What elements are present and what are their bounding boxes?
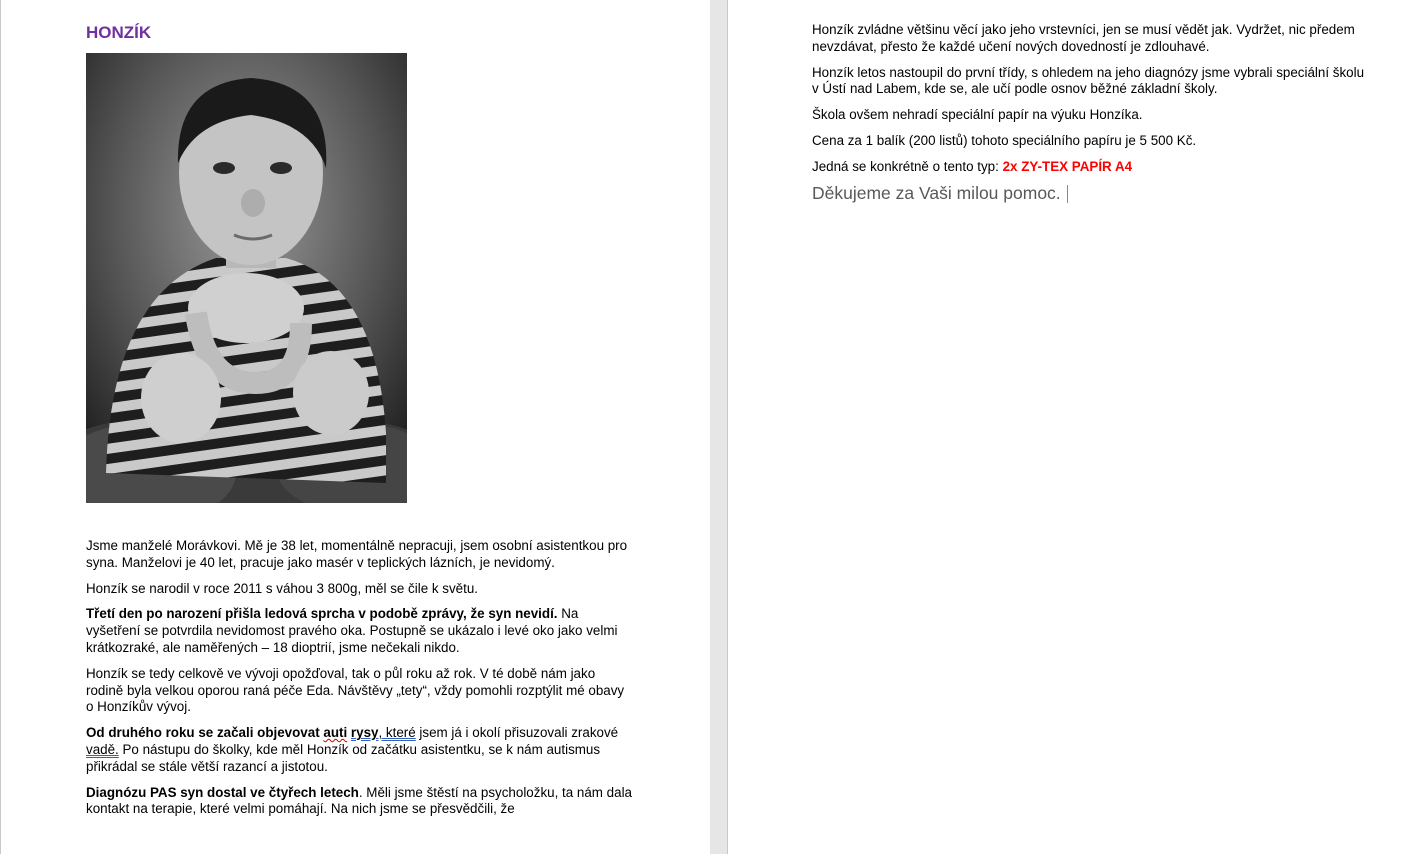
- bold-text: Od druhého roku se začali objevovat: [86, 725, 324, 741]
- paragraph-development: Honzík se tedy celkově ve vývoji opožďoval, tak o půl roku až rok. V té době nám jako rodině byla velkou oporou raná péče Eda. Návštěvy „tety“, vždy pomohli rozptýlit mé obavy o Honzíkův vývoj.: [86, 665, 625, 715]
- paragraph-birth: Honzík se narodil v roce 2011 s váhou 3 800g, měl se čile k světu.: [86, 580, 479, 596]
- paragraph-text: Na vyšetření se potvrdila nevidomost pravého oka. Postupně se ukázalo i levé oko jako velmi krátkozraké, ale naměřených – 18 dioptrií, jsme nečekali nikdo.: [86, 606, 618, 655]
- paragraph-diagnosis-blind: [86, 606, 634, 656]
- paragraph-school: Honzík letos nastoupil do první třídy, s ohledem na jeho diagnózy jsme vybrali speciální školu v Ústí nad Labem, kde se, ale učí podle osnov běžné základní školy.: [812, 64, 1365, 97]
- boy-photo: [86, 53, 407, 503]
- bold-sentence: Diagnózu PAS syn dostal ve čtyřech letech: [86, 784, 359, 800]
- paragraph-price: Cena za 1 balík (200 listů) tohoto speciálního papíru je 5 500 Kč.: [812, 132, 1197, 148]
- text-cursor: [1067, 185, 1068, 203]
- grammar-error-word[interactable]: rysy: [350, 725, 379, 741]
- thanks-text: Děkujeme za Vaši milou pomoc.: [812, 182, 1061, 203]
- photo-illustration: [86, 53, 407, 503]
- paragraph-intro: Jsme manželé Morávkovi. Mě je 38 let, momentálně nepracuji, jsem osobní asistentkou pro syna. Manželovi je 40 let, pracuje jako masér v teplických lázních, je nevidomý.: [86, 538, 628, 570]
- story-text: [86, 538, 634, 827]
- product-name: 2x ZY-TEX PAPÍR A4: [1002, 158, 1133, 174]
- thanks-line[interactable]: [812, 182, 1372, 203]
- product-prefix: Jedná se konkrétně o tento typ:: [812, 158, 1003, 174]
- paragraph-product: [812, 159, 1372, 176]
- document-page-left: [0, 0, 710, 854]
- spelling-error-word[interactable]: auti: [323, 725, 348, 741]
- document-page-right: [727, 0, 1422, 854]
- story-text-continued: [812, 22, 1372, 203]
- paragraph-text: . Měli jsme štěstí na psycholožku, ta nám dala kontakt na terapie, které velmi pomáhají. Na nich jsme se přesvědčili, že: [86, 784, 633, 817]
- grammar-error-phrase[interactable]: , které: [378, 725, 416, 741]
- grammar-error-word[interactable]: vadě.: [86, 741, 119, 757]
- paragraph-abilities: Honzík zvládne většinu věcí jako jeho vrstevníci, jen se musí vědět jak. Vydržet, nic předem nevzdávat, přesto že každé učení nových dovedností je zdlouhavé.: [812, 22, 1355, 54]
- paragraph-text: jsem já i okolí přisuzovali zrakové: [415, 725, 619, 741]
- paragraph-paper-cost: Škola ovšem nehradí speciální papír na výuku Honzíka.: [812, 107, 1143, 123]
- paragraph-pas-diagnosis: [86, 785, 634, 819]
- bold-sentence: Třetí den po narození přišla ledová sprcha v podobě zprávy, že syn nevidí.: [86, 606, 558, 622]
- page-title: HONZÍK: [86, 23, 152, 42]
- paragraph-text: Po nástupu do školky, kde měl Honzík od začátku asistentku, se k nám autismus přikrádal se stále větší razancí a jistotou.: [86, 741, 601, 774]
- bold-sentence: [86, 725, 378, 740]
- paragraph-autism: [86, 725, 634, 775]
